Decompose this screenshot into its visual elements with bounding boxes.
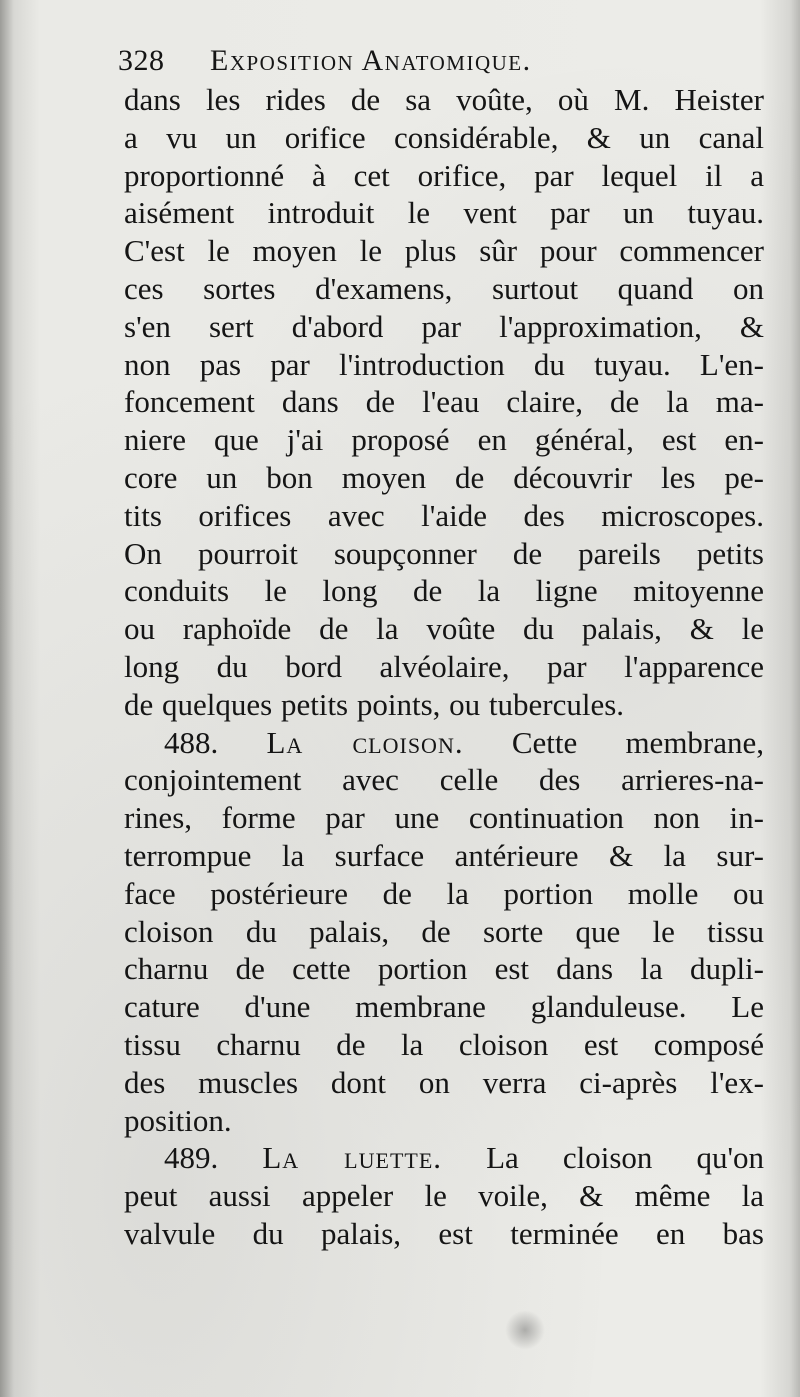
text-line: dans les rides de sa voûte, où M. Heister xyxy=(124,82,764,117)
text-line: ces sortes d'examens, surtout quand on xyxy=(124,270,764,306)
text-line: C'est le moyen le plus sûr pour commencer xyxy=(124,233,764,269)
text-line: proportionné à cet orifice, par lequel il a xyxy=(124,157,764,193)
text-line: non pas par l'introduction du tuyau. L'en- xyxy=(124,346,764,382)
text-line: cloison du palais, de sorte que le tissu xyxy=(124,913,764,949)
text-line: niere que j'ai proposé en général, est en- xyxy=(124,422,764,458)
section-number: 489. xyxy=(164,1140,219,1176)
running-title: Exposition Anatomique. xyxy=(210,44,532,77)
section-title: La luette. xyxy=(262,1140,443,1176)
text-line: charnu de cette portion est dans la dupli- xyxy=(124,951,764,987)
text-line: On pourroit soupçonner de pareils petits xyxy=(124,535,764,571)
running-head xyxy=(118,44,768,78)
text-line: conjointement avec celle des arrieres-na- xyxy=(124,762,764,798)
text-line: tits orifices avec l'aide des microscopes. xyxy=(124,497,764,533)
section-heading-line xyxy=(124,1139,764,1177)
text-line: rines, forme par une continuation non in- xyxy=(124,800,764,836)
text-line: cature d'une membrane glanduleuse. Le xyxy=(124,989,764,1025)
section-heading-line xyxy=(124,724,764,762)
text-span: La cloison qu'on xyxy=(486,1140,765,1176)
text-line: position. xyxy=(124,1102,232,1138)
text-line: s'en sert d'abord par l'approximation, & xyxy=(124,308,764,344)
page-number: 328 xyxy=(118,44,165,77)
text-line: tissu charnu de la cloison est composé xyxy=(124,1026,764,1062)
text-line: terrompue la surface antérieure & la sur- xyxy=(124,837,764,873)
text-line: foncement dans de l'eau claire, de la ma- xyxy=(124,384,764,420)
text-line: ou raphoïde de la voûte du palais, & le xyxy=(124,611,764,647)
section-number: 488. xyxy=(164,724,219,760)
body-text xyxy=(124,81,764,1253)
section-title: La cloison. xyxy=(266,724,464,760)
text-line: core un bon moyen de découvrir les pe- xyxy=(124,459,764,495)
text-line: long du bord alvéolaire, par l'apparence xyxy=(124,648,764,684)
text-line: aisément introduit le vent par un tuyau. xyxy=(124,195,764,231)
text-line: conduits le long de la ligne mitoyenne xyxy=(124,573,764,609)
text-line: peut aussi appeler le voile, & même la xyxy=(124,1178,764,1214)
text-line: face postérieure de la portion molle ou xyxy=(124,875,764,911)
text-line: a vu un orifice considérable, & un canal xyxy=(124,119,764,155)
text-line: des muscles dont on verra ci-après l'ex- xyxy=(124,1064,764,1100)
text-line: de quelques petits points, ou tubercules. xyxy=(124,686,625,722)
text-span: Cette membrane, xyxy=(511,724,765,760)
text-line: valvule du palais, est terminée en bas xyxy=(124,1215,764,1251)
